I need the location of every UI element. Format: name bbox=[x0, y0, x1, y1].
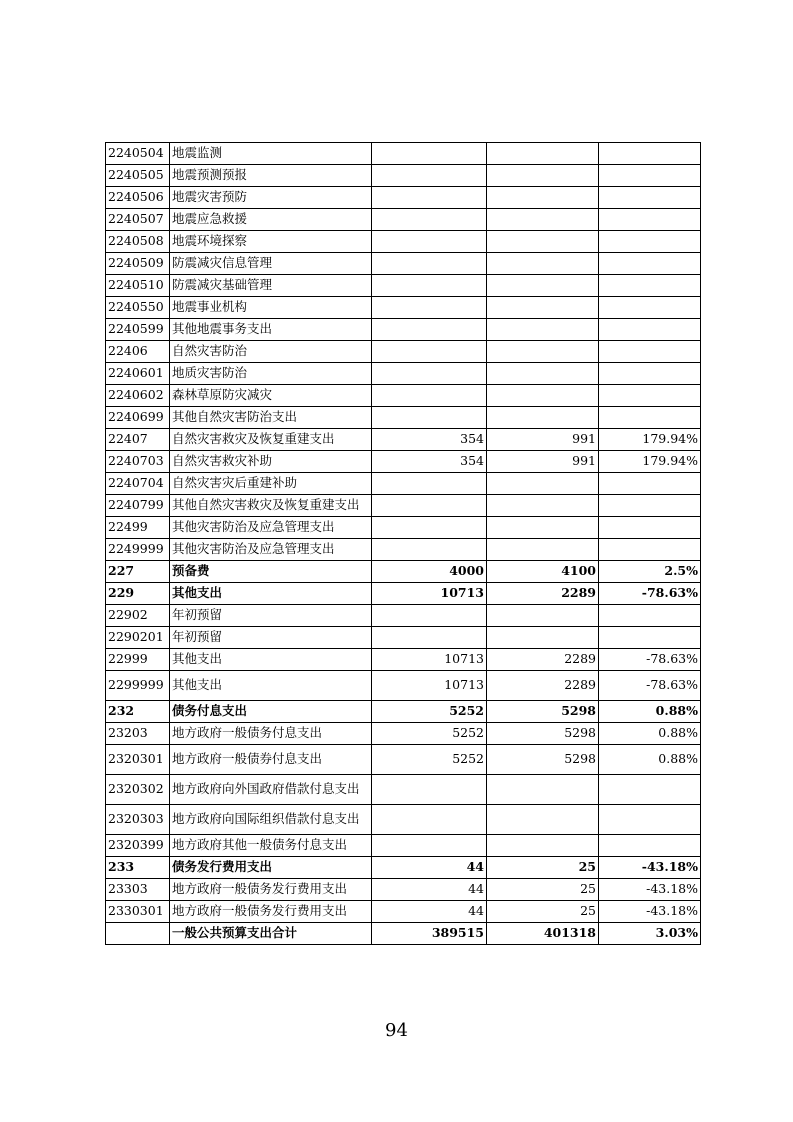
cell-item-name: 其他支出 bbox=[170, 671, 372, 701]
cell-code: 2320303 bbox=[106, 805, 170, 835]
cell-change-percent bbox=[599, 275, 701, 297]
cell-item-name: 其他灾害防治及应急管理支出 bbox=[170, 539, 372, 561]
cell-change-percent bbox=[599, 805, 701, 835]
cell-value-current bbox=[487, 231, 599, 253]
cell-value-current: 2289 bbox=[487, 649, 599, 671]
cell-change-percent bbox=[599, 253, 701, 275]
cell-item-name: 预备费 bbox=[170, 561, 372, 583]
cell-value-previous: 5252 bbox=[372, 745, 487, 775]
cell-item-name: 地方政府一般债务发行费用支出 bbox=[170, 879, 372, 901]
cell-value-current bbox=[487, 775, 599, 805]
cell-item-name: 地方政府一般债券付息支出 bbox=[170, 745, 372, 775]
cell-item-name: 自然灾害救灾补助 bbox=[170, 451, 372, 473]
table-row bbox=[106, 701, 701, 723]
table-row bbox=[106, 143, 701, 165]
cell-value-current bbox=[487, 385, 599, 407]
cell-change-percent: -78.63% bbox=[599, 649, 701, 671]
cell-code: 2240550 bbox=[106, 297, 170, 319]
cell-code: 2240699 bbox=[106, 407, 170, 429]
cell-item-name: 地震环境探察 bbox=[170, 231, 372, 253]
cell-code: 2240510 bbox=[106, 275, 170, 297]
cell-change-percent: 3.03% bbox=[599, 923, 701, 945]
cell-code: 22407 bbox=[106, 429, 170, 451]
cell-value-previous bbox=[372, 187, 487, 209]
cell-code: 2240799 bbox=[106, 495, 170, 517]
cell-value-current bbox=[487, 297, 599, 319]
cell-item-name: 地震预测预报 bbox=[170, 165, 372, 187]
cell-change-percent bbox=[599, 605, 701, 627]
cell-item-name: 地方政府其他一般债务付息支出 bbox=[170, 835, 372, 857]
cell-code: 23303 bbox=[106, 879, 170, 901]
cell-change-percent bbox=[599, 165, 701, 187]
cell-value-current bbox=[487, 143, 599, 165]
cell-value-previous bbox=[372, 473, 487, 495]
table-row bbox=[106, 385, 701, 407]
table-row bbox=[106, 561, 701, 583]
cell-change-percent bbox=[599, 209, 701, 231]
cell-value-current: 991 bbox=[487, 451, 599, 473]
cell-code: 2240703 bbox=[106, 451, 170, 473]
cell-value-current: 2289 bbox=[487, 583, 599, 605]
table-row bbox=[106, 583, 701, 605]
cell-item-name: 其他地震事务支出 bbox=[170, 319, 372, 341]
cell-value-previous bbox=[372, 495, 487, 517]
cell-value-previous bbox=[372, 407, 487, 429]
cell-value-previous: 4000 bbox=[372, 561, 487, 583]
cell-item-name: 其他自然灾害救灾及恢复重建支出 bbox=[170, 495, 372, 517]
cell-value-previous bbox=[372, 363, 487, 385]
cell-value-current: 5298 bbox=[487, 701, 599, 723]
cell-change-percent bbox=[599, 297, 701, 319]
cell-value-current: 401318 bbox=[487, 923, 599, 945]
cell-code: 22902 bbox=[106, 605, 170, 627]
cell-change-percent bbox=[599, 835, 701, 857]
cell-item-name: 防震减灾信息管理 bbox=[170, 253, 372, 275]
cell-item-name: 其他支出 bbox=[170, 583, 372, 605]
cell-change-percent bbox=[599, 319, 701, 341]
cell-value-current: 25 bbox=[487, 901, 599, 923]
cell-item-name: 地震灾害预防 bbox=[170, 187, 372, 209]
cell-code: 2249999 bbox=[106, 539, 170, 561]
cell-value-current bbox=[487, 363, 599, 385]
cell-code: 2240601 bbox=[106, 363, 170, 385]
cell-change-percent: 179.94% bbox=[599, 451, 701, 473]
cell-change-percent bbox=[599, 187, 701, 209]
cell-item-name: 年初预留 bbox=[170, 605, 372, 627]
cell-item-name: 自然灾害救灾及恢复重建支出 bbox=[170, 429, 372, 451]
cell-value-previous bbox=[372, 805, 487, 835]
table-row bbox=[106, 451, 701, 473]
cell-item-name: 自然灾害灾后重建补助 bbox=[170, 473, 372, 495]
cell-change-percent: 2.5% bbox=[599, 561, 701, 583]
cell-item-name: 地方政府一般债务付息支出 bbox=[170, 723, 372, 745]
cell-item-name: 债务发行费用支出 bbox=[170, 857, 372, 879]
cell-value-previous: 44 bbox=[372, 879, 487, 901]
cell-change-percent: -78.63% bbox=[599, 671, 701, 701]
cell-value-current bbox=[487, 539, 599, 561]
cell-change-percent bbox=[599, 341, 701, 363]
cell-value-current: 25 bbox=[487, 879, 599, 901]
cell-change-percent bbox=[599, 385, 701, 407]
table-row bbox=[106, 187, 701, 209]
table-row bbox=[106, 605, 701, 627]
table-row bbox=[106, 745, 701, 775]
table-row bbox=[106, 723, 701, 745]
cell-value-previous bbox=[372, 835, 487, 857]
cell-item-name: 其他灾害防治及应急管理支出 bbox=[170, 517, 372, 539]
cell-value-previous: 5252 bbox=[372, 701, 487, 723]
cell-value-previous: 10713 bbox=[372, 583, 487, 605]
cell-change-percent bbox=[599, 363, 701, 385]
cell-value-current bbox=[487, 605, 599, 627]
cell-value-previous bbox=[372, 627, 487, 649]
table-row bbox=[106, 407, 701, 429]
cell-value-current: 4100 bbox=[487, 561, 599, 583]
cell-item-name: 年初预留 bbox=[170, 627, 372, 649]
cell-value-previous: 44 bbox=[372, 901, 487, 923]
cell-value-previous bbox=[372, 775, 487, 805]
cell-code: 2320399 bbox=[106, 835, 170, 857]
cell-change-percent: -78.63% bbox=[599, 583, 701, 605]
cell-code: 232 bbox=[106, 701, 170, 723]
table-row bbox=[106, 805, 701, 835]
cell-value-previous bbox=[372, 143, 487, 165]
cell-code: 22406 bbox=[106, 341, 170, 363]
cell-value-previous bbox=[372, 253, 487, 275]
table-row bbox=[106, 473, 701, 495]
cell-value-previous bbox=[372, 165, 487, 187]
cell-value-previous: 10713 bbox=[372, 649, 487, 671]
table-row bbox=[106, 495, 701, 517]
cell-value-current bbox=[487, 517, 599, 539]
table-row bbox=[106, 253, 701, 275]
cell-value-previous bbox=[372, 605, 487, 627]
cell-item-name: 地方政府向国际组织借款付息支出 bbox=[170, 805, 372, 835]
table-row bbox=[106, 341, 701, 363]
table-row bbox=[106, 649, 701, 671]
table-row bbox=[106, 627, 701, 649]
cell-value-current bbox=[487, 187, 599, 209]
cell-change-percent: -43.18% bbox=[599, 901, 701, 923]
cell-value-previous: 44 bbox=[372, 857, 487, 879]
cell-change-percent bbox=[599, 231, 701, 253]
cell-item-name: 其他自然灾害防治支出 bbox=[170, 407, 372, 429]
table-row bbox=[106, 429, 701, 451]
cell-value-previous bbox=[372, 539, 487, 561]
cell-item-name: 债务付息支出 bbox=[170, 701, 372, 723]
table-row bbox=[106, 923, 701, 945]
cell-code: 2240507 bbox=[106, 209, 170, 231]
cell-value-current: 5298 bbox=[487, 723, 599, 745]
cell-value-previous bbox=[372, 517, 487, 539]
cell-code: 2240602 bbox=[106, 385, 170, 407]
cell-item-name: 自然灾害防治 bbox=[170, 341, 372, 363]
cell-code: 2240504 bbox=[106, 143, 170, 165]
cell-value-previous bbox=[372, 297, 487, 319]
cell-code: 22499 bbox=[106, 517, 170, 539]
cell-item-name: 地方政府向外国政府借款付息支出 bbox=[170, 775, 372, 805]
cell-code: 233 bbox=[106, 857, 170, 879]
budget-table-body bbox=[106, 143, 701, 945]
cell-value-previous bbox=[372, 385, 487, 407]
cell-change-percent bbox=[599, 407, 701, 429]
cell-item-name: 森林草原防灾减灾 bbox=[170, 385, 372, 407]
cell-code: 2290201 bbox=[106, 627, 170, 649]
table-row bbox=[106, 319, 701, 341]
table-row bbox=[106, 363, 701, 385]
cell-item-name: 地震监测 bbox=[170, 143, 372, 165]
table-row bbox=[106, 231, 701, 253]
cell-value-previous: 10713 bbox=[372, 671, 487, 701]
cell-value-current bbox=[487, 495, 599, 517]
cell-item-name: 地质灾害防治 bbox=[170, 363, 372, 385]
cell-value-current: 5298 bbox=[487, 745, 599, 775]
cell-code: 2240505 bbox=[106, 165, 170, 187]
cell-value-current: 2289 bbox=[487, 671, 599, 701]
cell-value-previous: 5252 bbox=[372, 723, 487, 745]
table-row bbox=[106, 671, 701, 701]
cell-code: 227 bbox=[106, 561, 170, 583]
table-row bbox=[106, 775, 701, 805]
cell-value-current: 25 bbox=[487, 857, 599, 879]
cell-item-name: 一般公共预算支出合计 bbox=[170, 923, 372, 945]
cell-code: 2299999 bbox=[106, 671, 170, 701]
cell-value-current bbox=[487, 275, 599, 297]
cell-change-percent bbox=[599, 473, 701, 495]
table-row bbox=[106, 835, 701, 857]
table-row bbox=[106, 297, 701, 319]
cell-value-current bbox=[487, 341, 599, 363]
cell-change-percent bbox=[599, 627, 701, 649]
budget-table bbox=[105, 142, 701, 945]
table-row bbox=[106, 879, 701, 901]
cell-item-name: 其他支出 bbox=[170, 649, 372, 671]
cell-change-percent: 179.94% bbox=[599, 429, 701, 451]
table-row bbox=[106, 539, 701, 561]
cell-value-current bbox=[487, 253, 599, 275]
table-row bbox=[106, 165, 701, 187]
cell-value-current bbox=[487, 627, 599, 649]
cell-code: 2240506 bbox=[106, 187, 170, 209]
table-row bbox=[106, 857, 701, 879]
cell-value-current bbox=[487, 473, 599, 495]
cell-value-current bbox=[487, 209, 599, 231]
cell-code: 2320302 bbox=[106, 775, 170, 805]
cell-code bbox=[106, 923, 170, 945]
cell-change-percent: -43.18% bbox=[599, 857, 701, 879]
cell-change-percent: 0.88% bbox=[599, 723, 701, 745]
cell-item-name: 防震减灾基础管理 bbox=[170, 275, 372, 297]
page-number: 94 bbox=[385, 1020, 408, 1041]
cell-value-current bbox=[487, 165, 599, 187]
cell-value-previous bbox=[372, 231, 487, 253]
table-row bbox=[106, 275, 701, 297]
cell-change-percent bbox=[599, 775, 701, 805]
cell-change-percent: 0.88% bbox=[599, 745, 701, 775]
cell-value-current bbox=[487, 319, 599, 341]
cell-change-percent: 0.88% bbox=[599, 701, 701, 723]
cell-value-current bbox=[487, 835, 599, 857]
cell-code: 2240509 bbox=[106, 253, 170, 275]
cell-value-previous: 389515 bbox=[372, 923, 487, 945]
cell-item-name: 地方政府一般债务发行费用支出 bbox=[170, 901, 372, 923]
table-row bbox=[106, 517, 701, 539]
cell-value-previous bbox=[372, 275, 487, 297]
cell-value-previous bbox=[372, 341, 487, 363]
cell-item-name: 地震应急救援 bbox=[170, 209, 372, 231]
cell-value-previous: 354 bbox=[372, 429, 487, 451]
cell-change-percent bbox=[599, 517, 701, 539]
cell-change-percent bbox=[599, 143, 701, 165]
cell-value-previous: 354 bbox=[372, 451, 487, 473]
cell-value-previous bbox=[372, 209, 487, 231]
cell-code: 2240508 bbox=[106, 231, 170, 253]
cell-item-name: 地震事业机构 bbox=[170, 297, 372, 319]
cell-code: 2240599 bbox=[106, 319, 170, 341]
cell-code: 23203 bbox=[106, 723, 170, 745]
cell-value-previous bbox=[372, 319, 487, 341]
cell-value-current bbox=[487, 407, 599, 429]
cell-value-current: 991 bbox=[487, 429, 599, 451]
cell-code: 2320301 bbox=[106, 745, 170, 775]
cell-change-percent bbox=[599, 539, 701, 561]
cell-code: 22999 bbox=[106, 649, 170, 671]
cell-code: 2240704 bbox=[106, 473, 170, 495]
cell-code: 2330301 bbox=[106, 901, 170, 923]
cell-change-percent: -43.18% bbox=[599, 879, 701, 901]
cell-value-current bbox=[487, 805, 599, 835]
table-row bbox=[106, 209, 701, 231]
cell-code: 229 bbox=[106, 583, 170, 605]
cell-change-percent bbox=[599, 495, 701, 517]
table-row bbox=[106, 901, 701, 923]
